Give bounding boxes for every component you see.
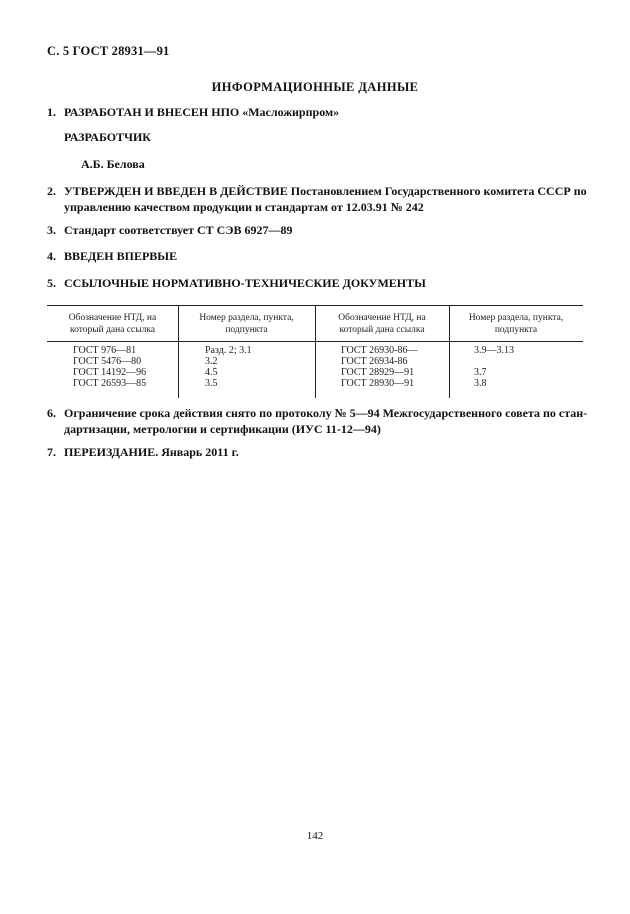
table-cell: ГОСТ 26593—85 [73, 378, 147, 389]
table-header-cell: Обозначение НТД, на который дана ссылка [338, 313, 426, 335]
table-cell: 4.5 [205, 367, 218, 378]
table-header-cell: Номер раздела, пункта, подпункта [199, 313, 294, 335]
item-number: 5. [47, 276, 56, 290]
table-header-cell: Обозначение НТД, на который дана ссылка [68, 313, 157, 335]
table-cell: 3.7 [474, 367, 487, 378]
item-number: 7. [47, 445, 56, 459]
table-cell: ГОСТ 14192—96 [73, 367, 147, 378]
table-header-cell: Номер раздела, пункта, подпункта [468, 313, 564, 335]
item-number: 3. [47, 223, 56, 237]
page-header: С. 5 ГОСТ 28931—91 [47, 44, 170, 58]
table-cell: 3.8 [474, 378, 487, 389]
item-text-line1: Ограничение срока действия снято по протоколу № 5—94 Межгосударственного совета по стан- [64, 406, 588, 420]
page-number: 142 [306, 830, 324, 842]
item-text: РАЗРАБОТАН И ВНЕСЕН НПО «Масложирпром» [64, 105, 340, 119]
item-number: 1. [47, 105, 56, 119]
item-number: 2. [47, 184, 56, 198]
section-title: ИНФОРМАЦИОННЫЕ ДАННЫЕ [211, 80, 419, 94]
item-text-line1: УТВЕРЖДЕН И ВВЕДЕН В ДЕЙСТВИЕ Постановлением Государственного комитета СССР по [64, 184, 587, 198]
table-cell: 3.9—3.13 [474, 345, 514, 356]
developer-heading: РАЗРАБОТЧИК [64, 130, 151, 144]
table-cell: ГОСТ 5476—80 [73, 356, 142, 367]
table-cell: 3.5 [205, 378, 218, 389]
developer-name: А.Б. Белова [81, 157, 145, 171]
item-text: Стандарт соответствует СТ СЭВ 6927—89 [64, 223, 293, 237]
table-cell: ГОСТ 28930—91 [341, 378, 415, 389]
item-number: 4. [47, 249, 56, 263]
item-text: ВВЕДЕН ВПЕРВЫЕ [64, 249, 178, 263]
table-cell: 3.2 [205, 356, 218, 367]
item-text-line2: управлению качеством продукции и стандартам от 12.03.91 № 242 [64, 200, 424, 214]
item-text: ПЕРЕИЗДАНИЕ. Январь 2011 г. [64, 445, 239, 459]
item-text: ССЫЛОЧНЫЕ НОРМАТИВНО-ТЕХНИЧЕСКИЕ ДОКУМЕНТЫ [64, 276, 426, 290]
item-number: 6. [47, 406, 56, 420]
table-cell: ГОСТ 26934-86 [341, 356, 408, 367]
table-cell: Разд. 2; 3.1 [205, 345, 252, 356]
reference-table [47, 305, 583, 398]
table-cell: ГОСТ 28929—91 [341, 367, 415, 378]
item-text-line2: дартизации, метрологии и сертификации (ИУС 11-12—94) [64, 422, 381, 436]
table-cell: ГОСТ 26930-86— [341, 345, 418, 356]
table-cell: ГОСТ 976—81 [73, 345, 137, 356]
